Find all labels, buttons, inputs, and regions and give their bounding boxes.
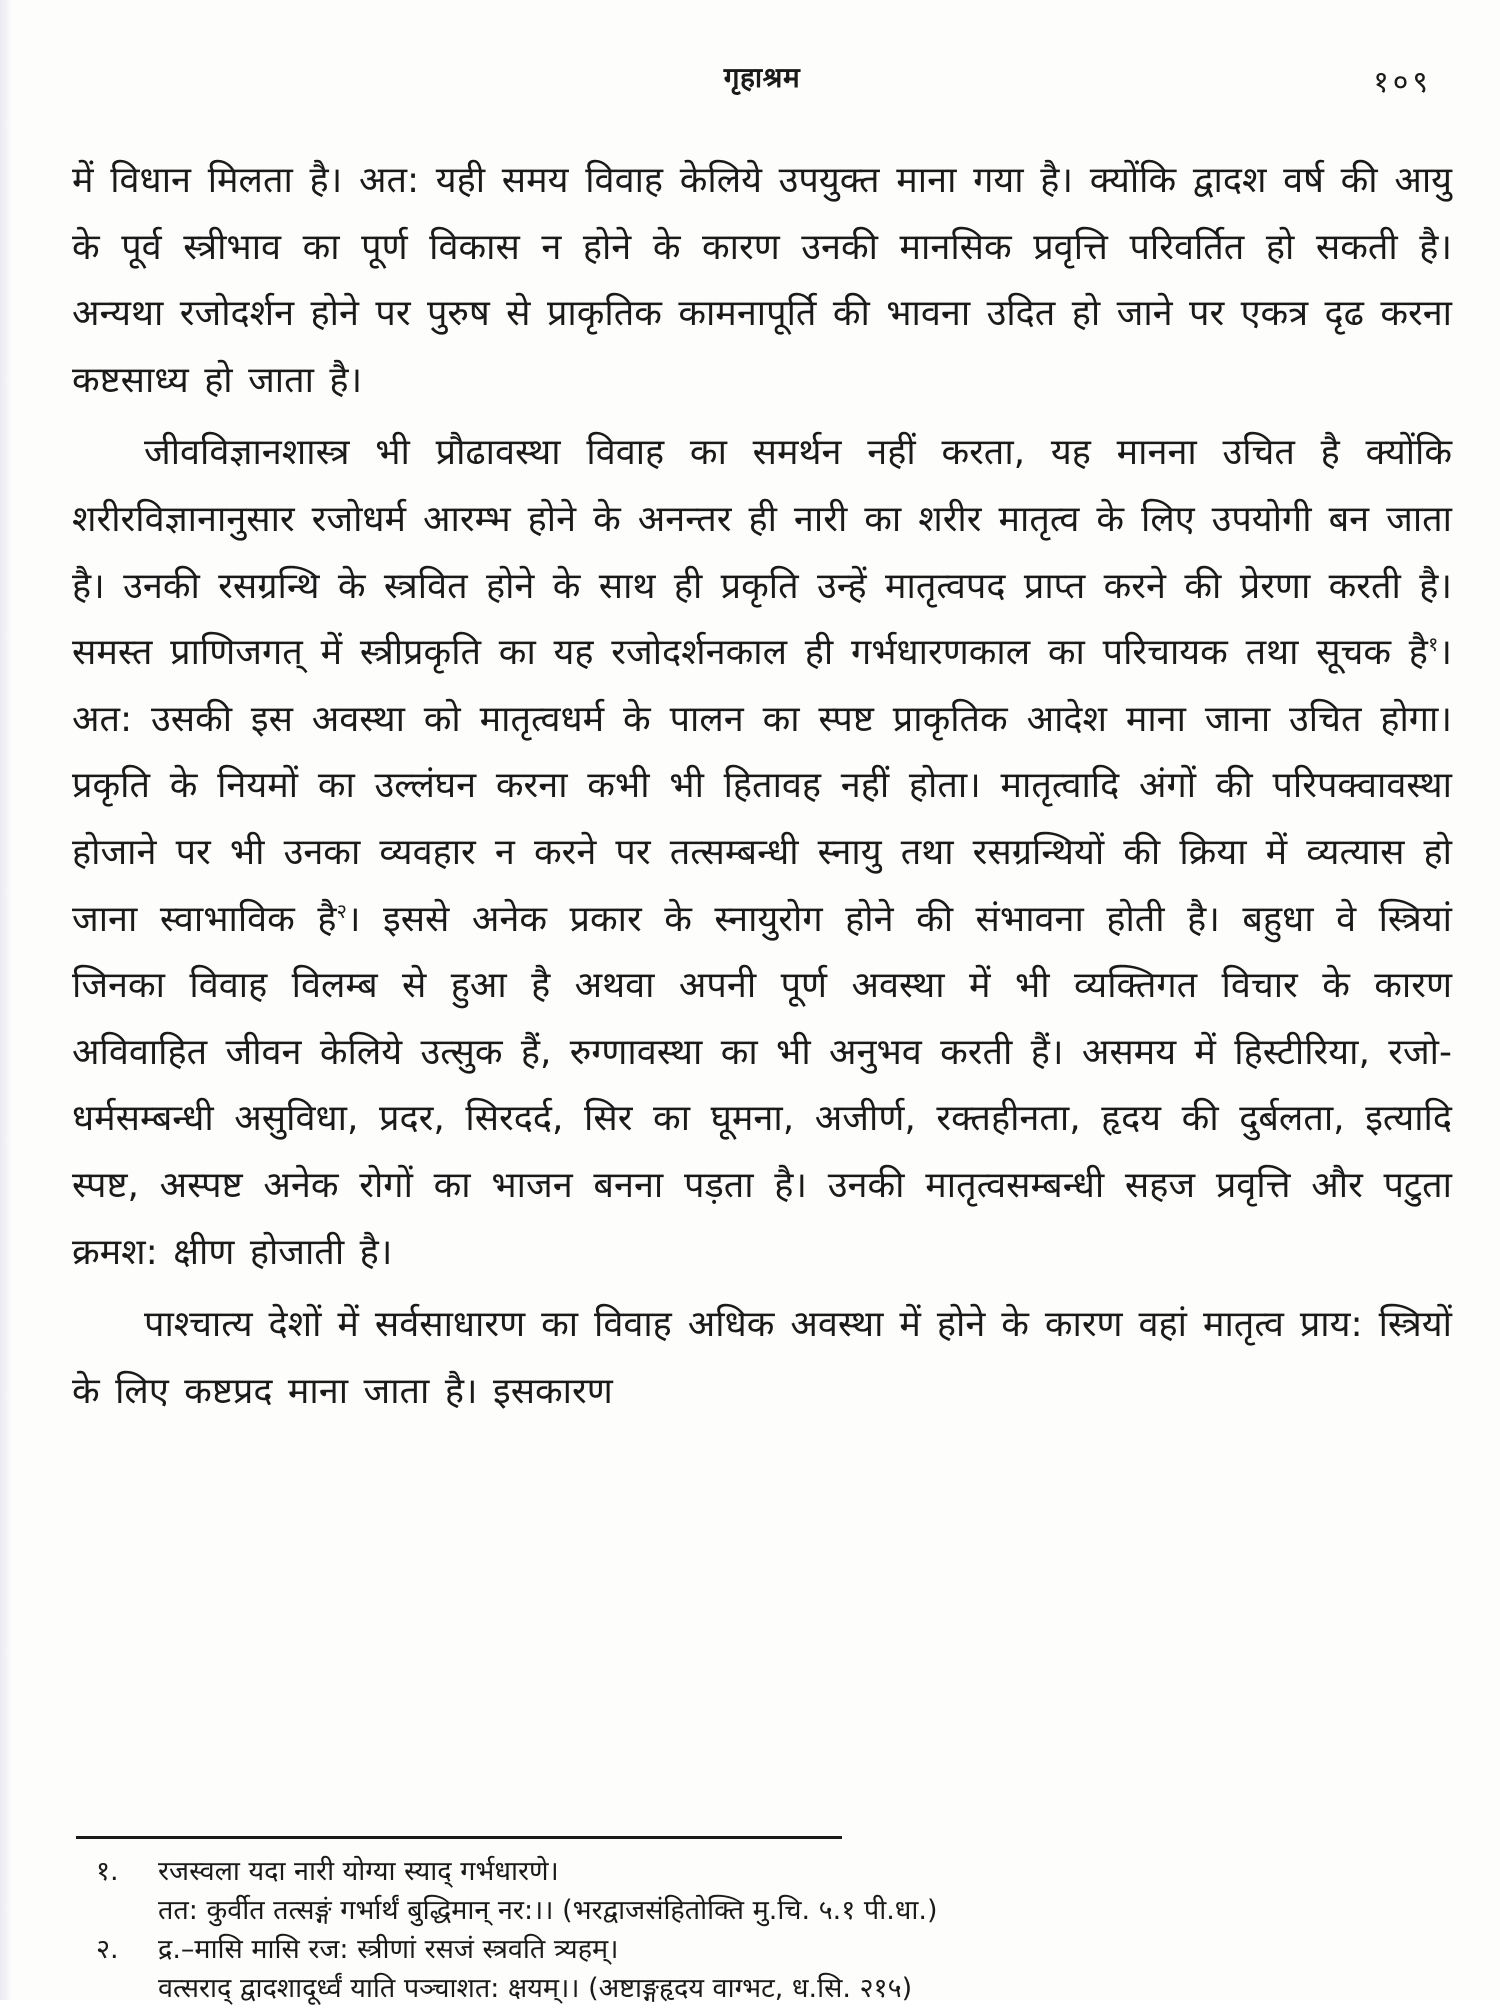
running-head: गृहाश्रम	[723, 61, 801, 94]
footnote-line: द्र.–मासि मासि रज: स्त्रीणां रसजं स्त्रवति त्र्यहम्।	[158, 1934, 619, 1965]
paragraph-3: पाश्चात्य देशों में सर्वसाधारण का विवाह अधिक अवस्था में होने के कारण वहां मातृत्व प्राय: स्त्रियों के लिए कष्टप्रद माना जाता है। इसकारण	[72, 1304, 1452, 1412]
footnote-number: १.	[96, 1856, 119, 1887]
footnote-2	[96, 1930, 1456, 2008]
footnote-1	[96, 1852, 1456, 1930]
paragraph-2-part-c: । इससे अनेक प्रकार के स्नायुरोग होने की संभावना होती है। बहुधा वे स्त्रियां जिनका विवाह विलम्ब से हुआ है अथवा अपनी पूर्ण अवस्था में भी व्यक्तिगत विचार के कारण अविवाहित जीवन केलिये उत्सुक हैं, रुग्णावस्था का भी अनुभव करती हैं। असमय में हिस्टीरिया, रजो-धर्मसम्बन्धी असुविधा, प्रदर, सिरदर्द, सिर का घूमना, अजीर्ण, रक्तहीनता, हृदय की दुर्बलता, इत्यादि स्पष्ट, अस्पष्ट अनेक रोगों का भाजन बनना पड़ता है। उनकी मातृत्वसम्बन्धी सहज प्रवृत्ति और पटुता क्रमश: क्षीण होजाती है।	[72, 898, 1453, 1273]
paragraph-2-part-b: । अत: उसकी इस अवस्था को मातृत्वधर्म के पालन का स्पष्ट प्राकृतिक आदेश माना जाना उचित होगा। प्रकृति के नियमों का उल्लंघन करना कभी भी हितावह नहीं होता। मातृत्वादि अंगों की परिपक्वावस्था होजाने पर भी उनका व्यवहार न करने पर तत्सम्बन्धी स्नायु तथा रसग्रन्थियों की क्रिया में व्यत्यास हो जाना स्वाभाविक है	[72, 632, 1452, 940]
footnote-number: २.	[96, 1934, 119, 1965]
paragraph-2	[72, 420, 1452, 1286]
footnotes	[96, 1852, 1456, 2008]
footnote-ref-1: १	[1427, 632, 1439, 657]
page-header	[72, 58, 1452, 108]
paragraph-2-part-a: जीवविज्ञानशास्त्र भी प्रौढावस्था विवाह का समर्थन नहीं करता, यह मानना उचित है क्योंकि शरीरविज्ञानानुसार रजोधर्म आरम्भ होने के अनन्तर ही नारी का शरीर मातृत्व के लिए उपयोगी बन जाता है। उनकी रसग्रन्थि के स्त्रवित होने के साथ ही प्रकृति उन्हें मातृत्वपद प्राप्त करने की प्रेरणा करती है। समस्त प्राणिजगत् में स्त्रीप्रकृति का यह रजोदर्शनकाल ही गर्भधारणकाल का परिचायक तथा सूचक है	[72, 432, 1452, 674]
body-text	[72, 148, 1452, 1431]
footnote-ref-2: २	[336, 898, 347, 923]
footnote-line: वत्सराद् द्वादशादूर्ध्वं याति पञ्चाशत: क्षयम्।। (अष्टाङ्गहृदय वाग्भट, ध.सि. २१५)	[158, 1973, 913, 2004]
page-edge-shadow	[0, 0, 12, 2000]
page-number: १०९	[1373, 65, 1432, 100]
footnote-line: तत: कुर्वीत तत्सङ्गं गर्भार्थं बुद्धिमान् नर:।। (भरद्वाजसंहितोक्ति मु.चि. ५.१ पी.धा.)	[158, 1895, 938, 1926]
footnote-line: रजस्वला यदा नारी योग्या स्याद् गर्भधारणे।	[158, 1856, 559, 1887]
paragraph-1: में विधान मिलता है। अत: यही समय विवाह केलिये उपयुक्त माना गया है। क्योंकि द्वादश वर्ष की आयु के पूर्व स्त्रीभाव का पूर्ण विकास न होने के कारण उनकी मानसिक प्रवृत्ति परिवर्तित हो सकती है। अन्यथा रजोदर्शन होने पर पुरुष से प्राकृतिक कामनापूर्ति की भावना उदित हो जाने पर एकत्र दृढ करना कष्टसाध्य हो जाता है।	[72, 160, 1452, 401]
footnote-divider	[76, 1836, 842, 1839]
